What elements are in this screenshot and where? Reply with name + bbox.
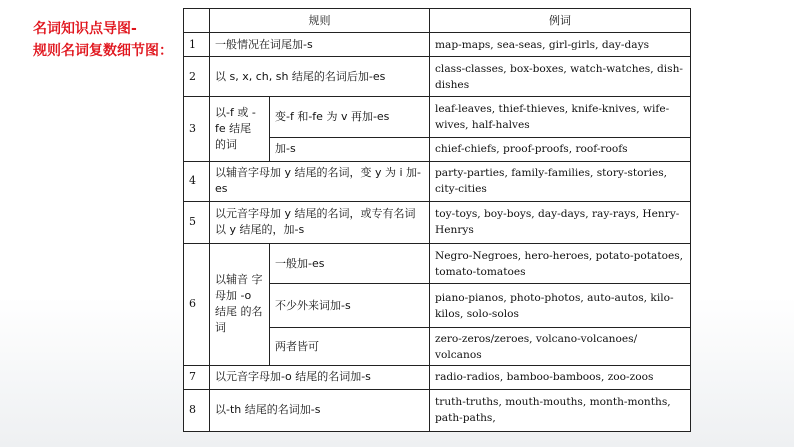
title-line-1: 名词知识点导图- xyxy=(33,21,137,37)
sub-rule-cell: 一般加-es xyxy=(270,244,430,284)
group-label-cell: 以辅音 字母加 -o 结尾 的名词 xyxy=(210,244,270,366)
rule-cell: 以辅音字母加 y 结尾的名词，变 y 为 i 加-es xyxy=(210,161,430,201)
example-cell: map-maps, sea-seas, girl-girls, day-days xyxy=(430,33,691,57)
row-number: 4 xyxy=(184,161,210,201)
sub-rule-cell: 两者皆可 xyxy=(270,328,430,365)
example-cell: class-classes, box-boxes, watch-watches, dish-dishes xyxy=(430,57,691,97)
row-number: 5 xyxy=(184,201,210,243)
example-cell: toy-toys, boy-boys, day-days, ray-rays, Henry-Henrys xyxy=(430,201,691,243)
row-number: 8 xyxy=(184,389,210,431)
table-row xyxy=(184,389,691,431)
header-example: 例词 xyxy=(430,9,691,33)
example-cell: radio-radios, bamboo-bamboos, zoo-zoos xyxy=(430,365,691,389)
table-row xyxy=(184,161,691,201)
table-row xyxy=(184,57,691,97)
rule-cell: 以元音字母加 y 结尾的名词，或专有名词以 y 结尾的，加-s xyxy=(210,201,430,243)
rule-cell: 以-th 结尾的名词加-s xyxy=(210,389,430,431)
table-row xyxy=(184,201,691,243)
page-title xyxy=(33,18,183,62)
table-header-row xyxy=(184,9,691,33)
example-cell: truth-truths, mouth-mouths, month-months, path-paths, xyxy=(430,389,691,431)
row-number: 7 xyxy=(184,365,210,389)
example-cell: zero-zeros/zeroes, volcano-volcanoes/ volcanos xyxy=(430,328,691,365)
table-row xyxy=(184,365,691,389)
row-number: 2 xyxy=(184,57,210,97)
row-number: 1 xyxy=(184,33,210,57)
sub-rule-cell: 加-s xyxy=(270,137,430,161)
sub-rule-cell: 不少外来词加-s xyxy=(270,284,430,328)
rule-cell: 一般情况在词尾加-s xyxy=(210,33,430,57)
rule-cell: 以元音字母加-o 结尾的名词加-s xyxy=(210,365,430,389)
example-cell: party-parties, family-families, story-stories, city-cities xyxy=(430,161,691,201)
example-cell: Negro-Negroes, hero-heroes, potato-potatoes, tomato-tomatoes xyxy=(430,244,691,284)
row-number: 3 xyxy=(184,97,210,161)
title-line-2: 规则名词复数细节图： xyxy=(33,43,173,59)
table-row xyxy=(184,244,691,284)
group-label-cell: 以-f 或 -fe 结尾 的词 xyxy=(210,97,270,161)
plural-rules-table xyxy=(183,8,691,432)
example-cell: leaf-leaves, thief-thieves, knife-knives, wife-wives, half-halves xyxy=(430,97,691,137)
sub-rule-cell: 变-f 和-fe 为 v 再加-es xyxy=(270,97,430,137)
table-row xyxy=(184,33,691,57)
example-cell: piano-pianos, photo-photos, auto-autos, kilo-kilos, solo-solos xyxy=(430,284,691,328)
header-number-cell xyxy=(184,9,210,33)
header-rule: 规则 xyxy=(210,9,430,33)
example-cell: chief-chiefs, proof-proofs, roof-roofs xyxy=(430,137,691,161)
row-number: 6 xyxy=(184,244,210,366)
rule-cell: 以 s, x, ch, sh 结尾的名词后加-es xyxy=(210,57,430,97)
table-row xyxy=(184,97,691,137)
